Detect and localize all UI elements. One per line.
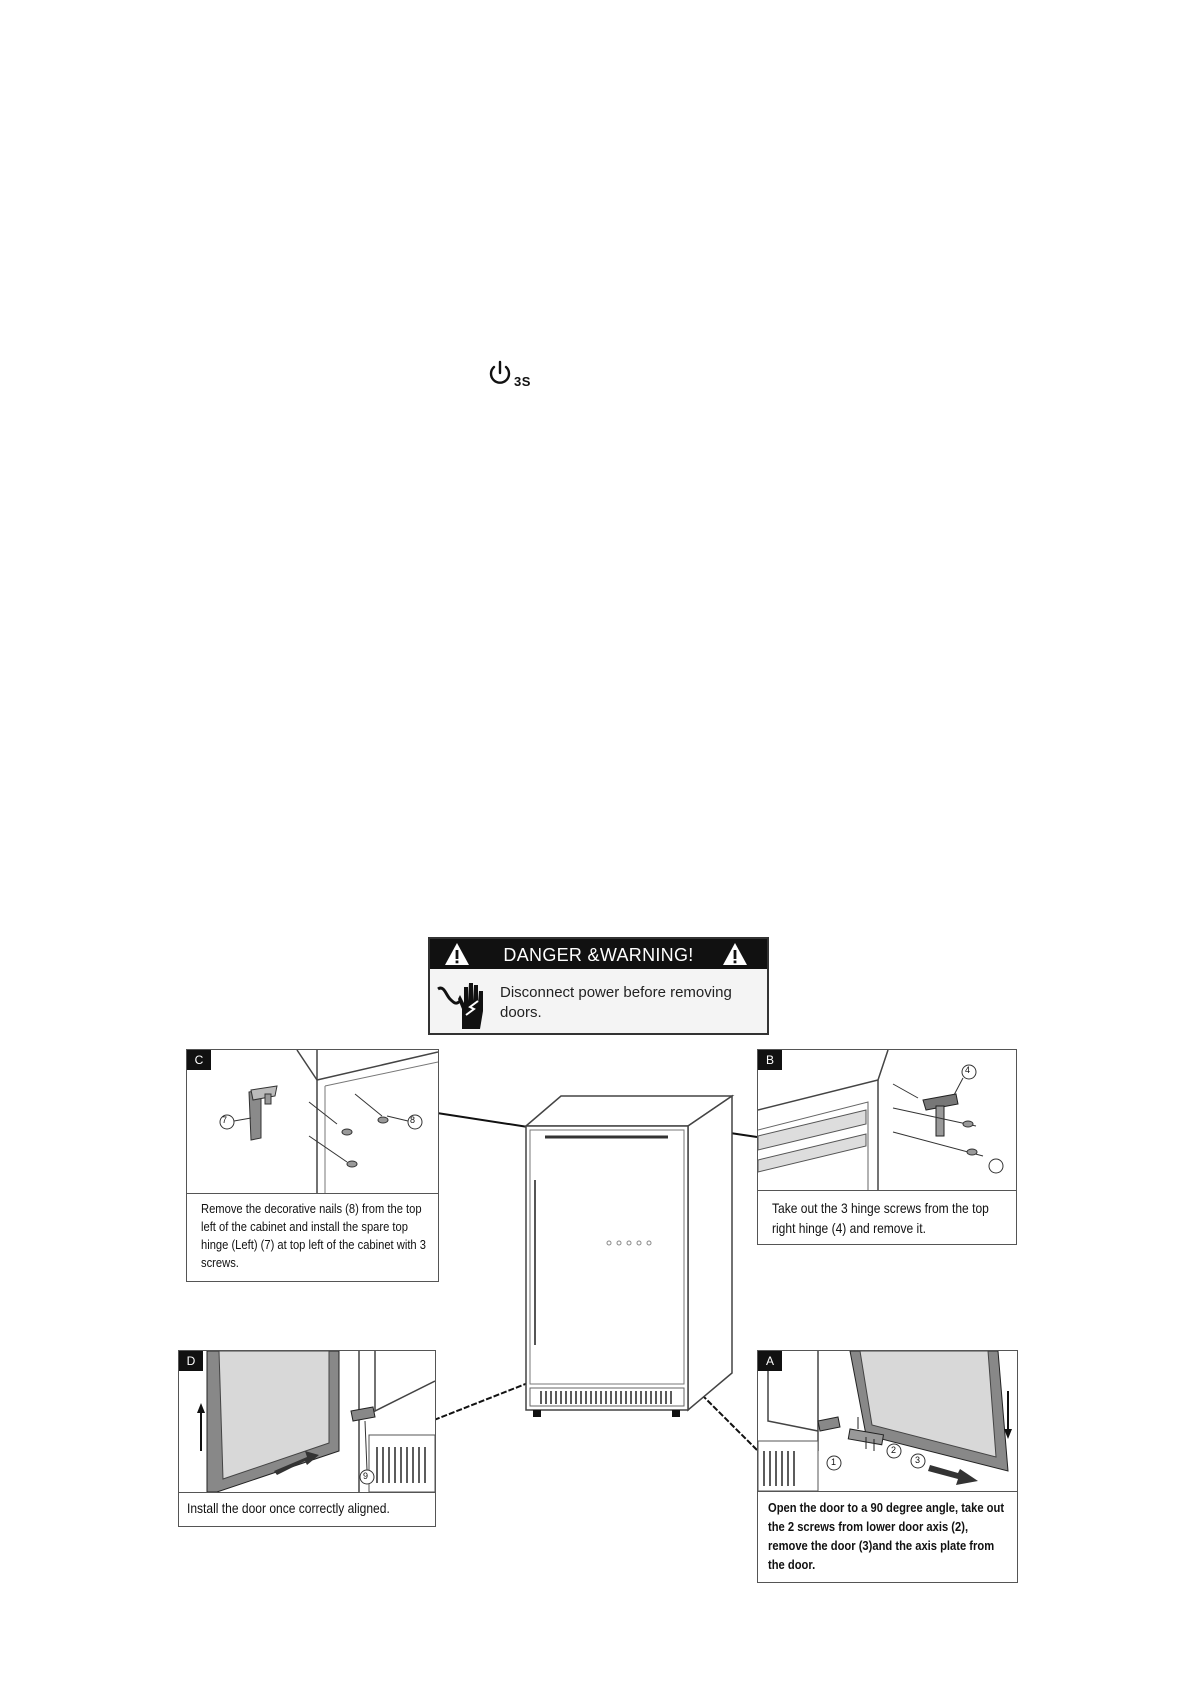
- callout-3: 3: [915, 1455, 921, 1465]
- callout-1: 1: [831, 1457, 837, 1467]
- step-panel-c: [186, 1049, 439, 1282]
- callout-7: 7: [222, 1115, 228, 1125]
- hinge-removal-illustration: [758, 1050, 1016, 1191]
- leader-line-c: [437, 1113, 528, 1127]
- power-duration-label: 3S: [514, 374, 531, 389]
- door-install-illustration: [179, 1351, 435, 1493]
- fridge-body: [526, 1096, 732, 1417]
- warning-title: DANGER &WARNING!: [503, 945, 694, 965]
- step-panel-d: [178, 1350, 436, 1527]
- callout-8: 8: [410, 1115, 416, 1125]
- warning-message: Disconnect power before removing doors.: [500, 984, 732, 1021]
- leader-line-d: [434, 1383, 528, 1420]
- door-removal-illustration: [758, 1351, 1017, 1492]
- step-tag-b: B: [758, 1050, 782, 1070]
- step-tag-d: D: [179, 1351, 203, 1371]
- step-a-text: Open the door to a 90 degree angle, take out the 2 screws from lower door axis (2), remove the door (3)and the axis plate from the door.: [768, 1500, 1005, 1572]
- step-panel-b: [757, 1049, 1017, 1245]
- callout-9: 9: [363, 1471, 369, 1481]
- step-tag-c: C: [187, 1050, 211, 1070]
- callout-2: 2: [891, 1445, 897, 1455]
- step-tag-a: A: [758, 1351, 782, 1371]
- step-c-text: Remove the decorative nails (8) from the top left of the cabinet and install the spare top hinge (Left) (7) at top left of the cabinet with 3 screws.: [201, 1201, 426, 1270]
- step-panel-a: [757, 1350, 1018, 1583]
- step-d-text: Install the door once correctly aligned.: [187, 1500, 390, 1516]
- callout-4: 4: [965, 1065, 971, 1075]
- step-b-text: Take out the 3 hinge screws from the top right hinge (4) and remove it.: [772, 1200, 989, 1236]
